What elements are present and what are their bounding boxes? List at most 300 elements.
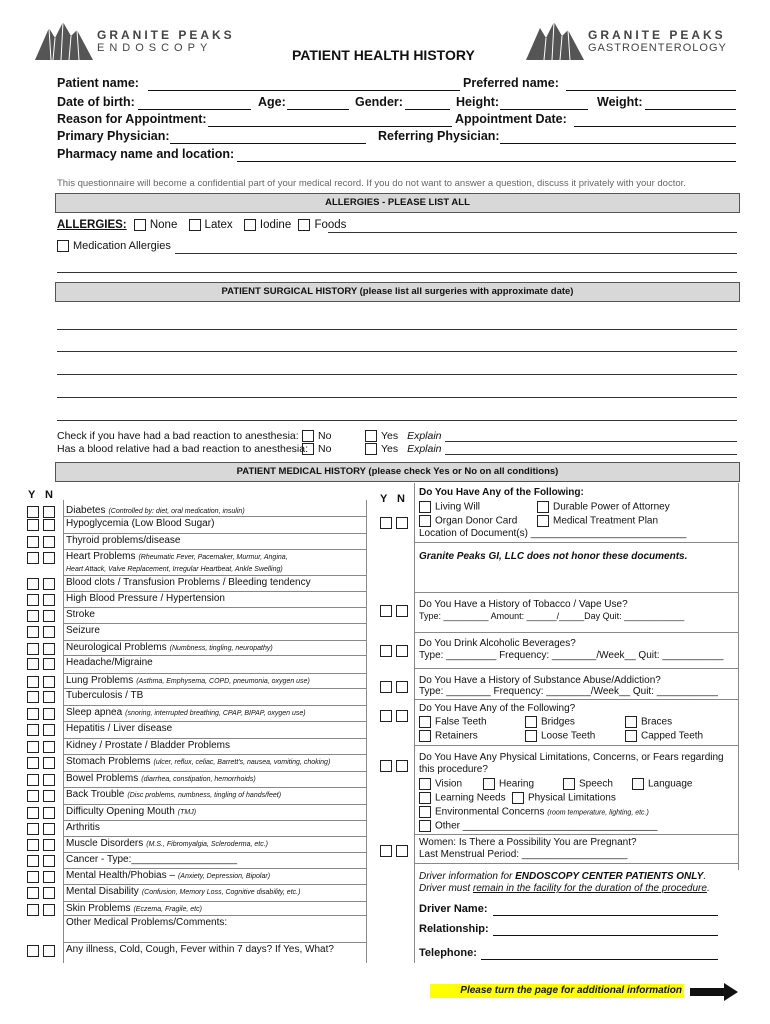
speech-label: Speech [579,778,613,790]
directives-yes-checkbox[interactable] [380,517,392,529]
condition-no-checkbox[interactable] [43,506,55,518]
condition-no-checkbox[interactable] [43,855,55,867]
right-y-header: Y [380,493,388,505]
anesthesia-yes-checkbox[interactable] [365,430,377,442]
condition-label: Muscle Disorders [66,838,144,849]
age-field[interactable] [287,109,349,110]
condition-no-checkbox[interactable] [43,741,55,753]
driver-note-2c: . [706,883,710,894]
primary-physician-label: Primary Physician: [57,129,170,143]
allergy-none-label: None [149,219,178,232]
following-question: Do You Have Any of the Following? [419,703,576,714]
logo-left-line1: GRANITE PEAKS [97,28,235,42]
condition-no-checkbox[interactable] [43,724,55,736]
limitations-no-checkbox[interactable] [396,760,408,772]
bridges-label: Bridges [541,716,575,728]
condition-no-checkbox[interactable] [43,626,55,638]
condition-row [66,854,237,865]
condition-yes-checkbox[interactable] [27,506,39,518]
reason-label: Reason for Appointment: [57,112,207,126]
condition-row [66,822,100,833]
condition-no-checkbox[interactable] [43,519,55,531]
condition-row [66,773,256,784]
language-checkbox[interactable] [632,778,644,790]
condition-label: Skin Problems [66,903,131,914]
condition-row [66,806,196,817]
condition-row [66,642,273,653]
condition-detail: (Asthma, Emphysema, COPD, pneumonia, oxygen use) [136,678,310,685]
condition-row [66,740,230,751]
other-concern-checkbox[interactable] [419,820,431,832]
allergies-label: ALLERGIES: [57,219,127,232]
row-divider [63,852,366,853]
condition-no-checkbox[interactable] [43,552,55,564]
confidential-note: This questionnaire will become a confidential part of your medical record. If you do not want to answer a question, discuss it privately with your doctor. [57,178,686,189]
allergies-line[interactable] [57,272,737,273]
row-divider [63,901,366,902]
divider [414,699,738,700]
logo-left [35,20,235,60]
medication-allergies-checkbox[interactable] [57,240,69,252]
logo-right [526,20,736,60]
following-no-checkbox[interactable] [396,710,408,722]
physical-limitations-checkbox[interactable] [512,792,524,804]
condition-label: Cancer - Type:___________________ [66,854,238,865]
surgical-line-4[interactable] [57,397,737,398]
logo-right-line2: GASTROENTEROLOGY [588,42,727,54]
vision-label: Vision [435,778,463,790]
hearing-checkbox[interactable] [483,778,495,790]
condition-label: Back Trouble [66,789,125,800]
condition-yes-checkbox[interactable] [27,774,39,786]
alcohol-fields[interactable]: Type: _________ Frequency: ________/Week__ Quit: ___________ [419,650,724,661]
row-divider [63,787,366,788]
condition-label: Stroke [66,609,95,620]
row-divider [63,884,366,885]
condition-row [66,838,268,849]
condition-row [66,593,225,604]
condition-row [66,723,172,734]
condition-detail: (Confusion, Memory Loss, Cognitive disability, etc.) [141,889,301,896]
row-divider [63,591,366,592]
condition-no-checkbox[interactable] [43,945,55,957]
condition-yes-checkbox[interactable] [27,519,39,531]
relative-yes-checkbox[interactable] [365,443,377,455]
condition-no-checkbox[interactable] [43,790,55,802]
speech-checkbox[interactable] [563,778,575,790]
condition-detail: Heart Attack, Valve Replacement, Irregular Heartbeat, Ankle Swelling) [66,566,283,573]
relative-explain-label: Explain [407,443,442,455]
condition-row [66,625,100,636]
condition-no-checkbox[interactable] [43,887,55,899]
condition-no-checkbox[interactable] [43,643,55,655]
referring-physician-label: Referring Physician: [378,129,500,143]
organ-donor-label: Organ Donor Card [435,515,518,527]
condition-yes-checkbox[interactable] [27,643,39,655]
organ-donor-checkbox[interactable] [419,515,431,527]
other-concern-label[interactable]: Other ___________________________________ [435,820,658,832]
relative-yes-label: Yes [381,443,399,455]
driver-note-1c: . [703,871,707,882]
learning-needs-checkbox[interactable] [419,792,431,804]
condition-label: Blood clots / Transfusion Problems / Bleeding tendency [66,577,311,588]
grid-line [366,500,367,963]
condition-row [66,903,202,914]
condition-no-checkbox[interactable] [43,536,55,548]
directives-title: Do You Have Any of the Following: [419,487,584,498]
limitations-question-1: Do You Have Any Physical Limitations, Concerns, or Fears regarding [419,752,724,763]
tobacco-fields[interactable]: Type: _________ Amount: ______/_____Day Quit: ____________ [419,611,685,621]
row-divider [63,623,366,624]
condition-yes-checkbox[interactable] [27,691,39,703]
tobacco-yes-checkbox[interactable] [380,605,392,617]
tobacco-question: Do You Have a History of Tobacco / Vape Use? [419,599,628,610]
hearing-label: Hearing [499,778,535,790]
row-divider [63,868,366,869]
condition-no-checkbox[interactable] [43,691,55,703]
alcohol-yes-checkbox[interactable] [380,645,392,657]
footer-highlight [430,984,684,998]
condition-row [66,917,227,928]
condition-yes-checkbox[interactable] [27,658,39,670]
driver-note-2a: Driver must [419,883,473,894]
row-divider [63,836,366,837]
primary-physician-field[interactable] [170,143,366,144]
mountain-logo-icon [35,20,97,60]
preferred-name-field[interactable] [566,90,736,91]
row-divider [63,607,366,608]
condition-detail: (Controlled by: diet, oral medication, insulin) [108,508,245,515]
medication-allergies-label: Medication Allergies [73,240,171,252]
limitations-question-2: this procedure? [419,764,488,775]
allergy-latex-label: Latex [204,219,233,232]
substance-fields[interactable]: Type: ________ Frequency: ________/Week__ Quit: ___________ [419,686,718,697]
condition-yes-checkbox[interactable] [27,741,39,753]
condition-label: Thyroid problems/disease [66,535,181,546]
anesthesia-no-label: No [318,430,332,442]
row-divider [63,771,366,772]
living-will-checkbox[interactable] [419,501,431,513]
condition-label: Mental Health/Phobias – [66,870,175,881]
dob-field[interactable] [138,109,251,110]
condition-no-checkbox[interactable] [43,757,55,769]
condition-detail: (Numbness, tingling, neuropathy) [169,645,273,652]
condition-yes-checkbox[interactable] [27,904,39,916]
divider [414,632,738,633]
condition-label: Headache/Migraine [66,657,153,668]
gender-field[interactable] [405,109,450,110]
driver-note-2b: remain in the facility for the duration of the procedure [472,883,707,894]
pregnant-no-checkbox[interactable] [396,845,408,857]
condition-label: Difficulty Opening Mouth [66,806,175,817]
condition-label: Bowel Problems [66,773,139,784]
condition-no-checkbox[interactable] [43,676,55,688]
treatment-plan-label: Medical Treatment Plan [553,515,659,527]
learning-needs-label: Learning Needs [435,792,506,804]
row-divider [63,804,366,805]
telephone-label: Telephone: [419,947,477,959]
allergy-iodine-checkbox[interactable] [244,219,256,231]
anesthesia-yes-label: Yes [381,430,399,442]
condition-row [66,870,270,881]
condition-yes-checkbox[interactable] [27,823,39,835]
condition-no-checkbox[interactable] [43,594,55,606]
alcohol-question: Do You Drink Alcoholic Beverages? [419,638,576,649]
row-divider [63,655,366,656]
language-label: Language [648,778,693,790]
environmental-label: Environmental Concerns [435,806,545,818]
patient-name-label: Patient name: [57,76,139,90]
relationship-label: Relationship: [419,923,489,935]
condition-yes-checkbox[interactable] [27,945,39,957]
poa-checkbox[interactable] [537,501,549,513]
condition-label: Seizure [66,625,100,636]
pregnant-question: Women: Is There a Possibility You are Pregnant? [419,837,637,848]
row-divider [63,640,366,641]
condition-yes-checkbox[interactable] [27,724,39,736]
condition-yes-checkbox[interactable] [27,626,39,638]
anesthesia-question: Check if you have had a bad reaction to anesthesia: [57,430,299,442]
condition-row [66,675,310,686]
allergy-iodine-label: Iodine [259,219,292,232]
left-n-header: N [45,489,53,501]
condition-row [66,690,143,701]
braces-checkbox[interactable] [625,716,637,728]
surgical-line-5[interactable] [57,420,737,421]
condition-row [66,518,214,529]
condition-label: Mental Disability [66,886,139,897]
condition-label: Diabetes [66,505,106,516]
logo-left-line2: ENDOSCOPY [97,42,213,54]
condition-no-checkbox[interactable] [43,807,55,819]
condition-yes-checkbox[interactable] [27,610,39,622]
directives-no-checkbox[interactable] [396,517,408,529]
patient-name-field[interactable] [148,90,460,91]
allergy-foods-checkbox[interactable] [298,219,310,231]
condition-no-checkbox[interactable] [43,774,55,786]
driver-name-field[interactable] [493,915,718,916]
row-divider [63,915,366,916]
condition-no-checkbox[interactable] [43,708,55,720]
relative-explain-field[interactable] [445,454,737,455]
surgical-line-2[interactable] [57,351,737,352]
condition-label: Stomach Problems [66,756,151,767]
condition-detail: (snoring, interrupted breathing, CPAP, BIPAP, oxygen use) [125,710,306,717]
row-divider [63,820,366,821]
tobacco-no-checkbox[interactable] [396,605,408,617]
pharmacy-field[interactable] [237,161,736,162]
condition-label: High Blood Pressure / Hypertension [66,593,225,604]
allergy-foods-label: Foods [314,219,347,232]
condition-no-checkbox[interactable] [43,658,55,670]
grid-line [414,483,415,963]
allergy-latex-checkbox[interactable] [189,219,201,231]
condition-yes-checkbox[interactable] [27,855,39,867]
condition-detail: (Rheumatic Fever, Pacemaker, Murmur, Angina, [138,554,288,561]
condition-yes-checkbox[interactable] [27,676,39,688]
condition-row [66,551,288,562]
row-divider [63,721,366,722]
left-y-header: Y [28,489,36,501]
preferred-name-label: Preferred name: [463,76,559,90]
medical-header: PATIENT MEDICAL HISTORY (please check Yes or No on all conditions) [55,462,740,482]
driver-name-label: Driver Name: [419,903,488,915]
allergy-none-checkbox[interactable] [134,219,146,231]
condition-no-checkbox[interactable] [43,578,55,590]
row-divider [63,516,366,517]
row-divider [63,754,366,755]
anesthesia-no-checkbox[interactable] [302,430,314,442]
page-title: PATIENT HEALTH HISTORY [292,47,475,63]
condition-label: Arthritis [66,822,100,833]
appointment-date-field[interactable] [574,126,736,127]
height-field[interactable] [500,109,588,110]
row-divider [63,549,366,550]
grid-line [738,483,739,870]
alcohol-no-checkbox[interactable] [396,645,408,657]
row-divider [63,705,366,706]
weight-field[interactable] [645,109,736,110]
condition-detail: (ulcer, reflux, celiac, Barrett's, nausea, vomiting, choking) [153,759,331,766]
substance-question: Do You Have a History of Substance Abuse/Addiction? [419,675,661,686]
dob-label: Date of birth: [57,95,135,109]
condition-row [66,535,181,546]
retainers-checkbox[interactable] [419,730,431,742]
poa-label: Durable Power of Attorney [553,501,670,513]
condition-yes-checkbox[interactable] [27,871,39,883]
row-divider [63,533,366,534]
condition-no-checkbox[interactable] [43,839,55,851]
condition-row [66,789,281,800]
anesthesia-explain-label: Explain [407,430,442,442]
physical-limitations-label: Physical Limitations [528,792,616,804]
surgical-line-1[interactable] [57,329,737,330]
capped-teeth-checkbox[interactable] [625,730,637,742]
grid-line [63,500,64,963]
condition-label: Any illness, Cold, Cough, Fever within 7 days? If Yes, What? [66,944,334,955]
pregnant-yes-checkbox[interactable] [380,845,392,857]
height-label: Height: [456,95,500,109]
condition-detail: (diarrhea, constipation, hemorrhoids) [141,776,256,783]
driver-note-1b: ENDOSCOPY CENTER PATIENTS ONLY [515,871,704,882]
referring-physician-field[interactable] [500,143,736,144]
document-location: Location of Document(s) ____________________________ [419,528,687,539]
divider [414,863,738,864]
divider [414,592,738,593]
divider [414,834,738,835]
condition-detail: (Eczema, Fragile, etc) [133,906,202,913]
anesthesia-explain-field[interactable] [445,441,737,442]
condition-yes-checkbox[interactable] [27,536,39,548]
condition-yes-checkbox[interactable] [27,552,39,564]
condition-yes-checkbox[interactable] [27,757,39,769]
condition-row [66,944,334,955]
loose-teeth-label: Loose Teeth [541,730,596,742]
right-n-header: N [397,493,405,505]
condition-detail: (Disc problems, numbness, tingling of hands/feet) [127,792,282,799]
row-divider [63,738,366,739]
row-divider [63,942,366,943]
condition-no-checkbox[interactable] [43,823,55,835]
condition-label: Neurological Problems [66,642,167,653]
bridges-checkbox[interactable] [525,716,537,728]
capped-teeth-label: Capped Teeth [641,730,704,742]
divider [414,745,738,746]
footer-note: Please turn the page for additional information [460,985,682,996]
condition-no-checkbox[interactable] [43,871,55,883]
surgical-line-3[interactable] [57,374,737,375]
vision-checkbox[interactable] [419,778,431,790]
pharmacy-label: Pharmacy name and location: [57,147,235,161]
condition-label: Hypoglycemia (Low Blood Sugar) [66,518,215,529]
condition-yes-checkbox[interactable] [27,839,39,851]
condition-no-checkbox[interactable] [43,610,55,622]
condition-no-checkbox[interactable] [43,904,55,916]
relative-no-label: No [318,443,332,455]
logo-right-line1: GRANITE PEAKS [588,28,726,42]
braces-label: Braces [641,716,673,728]
condition-yes-checkbox[interactable] [27,887,39,899]
medication-allergies-field[interactable] [175,253,737,254]
appointment-date-label: Appointment Date: [455,112,567,126]
condition-row [66,756,330,767]
lmp-field[interactable]: Last Menstrual Period: ___________________ [419,849,628,860]
condition-yes-checkbox[interactable] [27,790,39,802]
substance-no-checkbox[interactable] [396,681,408,693]
condition-yes-checkbox[interactable] [27,578,39,590]
treatment-plan-checkbox[interactable] [537,515,549,527]
condition-label: Lung Problems [66,675,134,686]
condition-label: Other Medical Problems/Comments: [66,917,228,928]
condition-row [66,707,306,718]
condition-yes-checkbox[interactable] [27,594,39,606]
following-yes-checkbox[interactable] [380,710,392,722]
condition-yes-checkbox[interactable] [27,708,39,720]
age-label: Age: [258,95,286,109]
weight-label: Weight: [597,95,643,109]
condition-label: Hepatitis / Liver disease [66,723,173,734]
relationship-field[interactable] [493,935,718,936]
condition-label: Sleep apnea [66,707,123,718]
condition-row [66,609,95,620]
environmental-checkbox[interactable] [419,806,431,818]
condition-row [66,505,245,516]
loose-teeth-checkbox[interactable] [525,730,537,742]
driver-note-1a: Driver information for [419,871,516,882]
row-divider [63,575,366,576]
arrow-right-icon [690,983,738,1001]
gender-label: Gender: [355,95,403,109]
telephone-field[interactable] [481,959,718,960]
row-divider [63,688,366,689]
reason-field[interactable] [208,126,452,127]
substance-yes-checkbox[interactable] [380,681,392,693]
allergy-foods-field[interactable] [328,232,737,233]
surgical-header: PATIENT SURGICAL HISTORY (please list all surgeries with approximate date) [55,282,740,302]
false-teeth-checkbox[interactable] [419,716,431,728]
condition-label: Heart Problems [66,551,136,562]
condition-detail: (TMJ) [177,809,197,816]
limitations-yes-checkbox[interactable] [380,760,392,772]
false-teeth-label: False Teeth [435,716,487,728]
retainers-label: Retainers [435,730,478,742]
relative-no-checkbox[interactable] [302,443,314,455]
living-will-label: Living Will [435,501,481,513]
condition-yes-checkbox[interactable] [27,807,39,819]
divider [414,542,738,543]
relative-anesthesia-question: Has a blood relative had a bad reaction to anesthesia: [57,443,309,455]
condition-label: Tuberculosis / TB [66,690,144,701]
